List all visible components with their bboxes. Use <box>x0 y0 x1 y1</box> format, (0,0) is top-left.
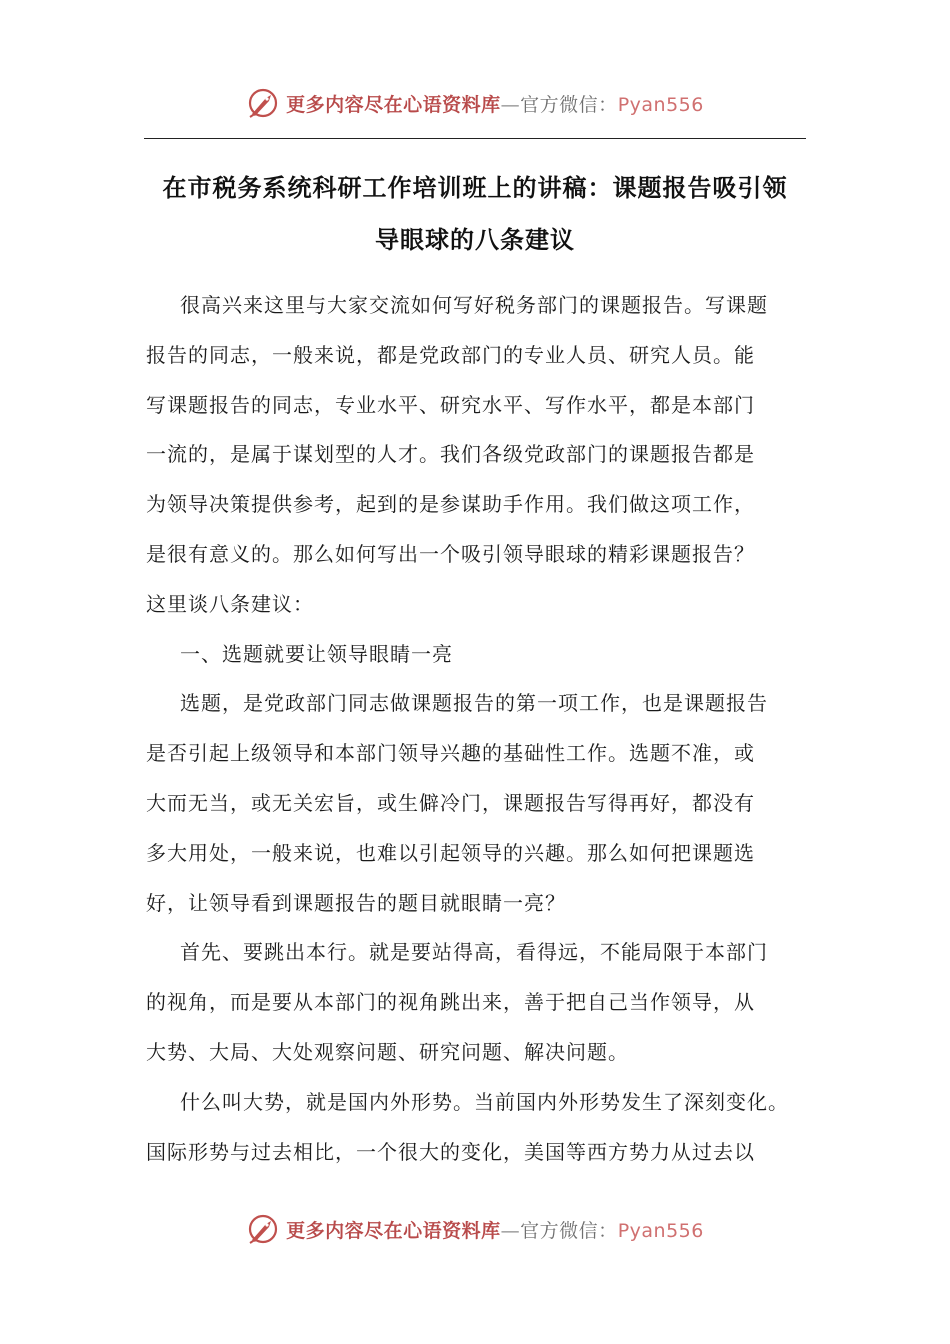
section-heading: 一、选题就要让领导眼睛一亮 <box>180 641 453 666</box>
body-line: 为领导决策提供参考，起到的是参谋助手作用。我们做这项工作， <box>146 492 755 517</box>
body-line: 选题，是党政部门同志做课题报告的第一项工作，也是课题报告 <box>180 691 768 716</box>
document-title <box>144 162 806 266</box>
body-line: 一流的，是属于谋划型的人才。我们各级党政部门的课题报告都是 <box>146 442 755 467</box>
body-line: 国际形势与过去相比，一个很大的变化，美国等西方势力从过去以 <box>146 1139 755 1164</box>
footer-banner-text <box>286 1216 704 1243</box>
body-line: 写课题报告的同志，专业水平、研究水平、写作水平，都是本部门 <box>146 392 755 417</box>
header-official-label: 官方微信： <box>520 93 618 116</box>
body-line: 很高兴来这里与大家交流如何写好税务部门的课题报告。写课题 <box>180 293 768 317</box>
title-line-2: 导眼球的八条建议 <box>375 226 575 254</box>
pen-nib-logo-icon <box>246 1212 280 1246</box>
footer-wechat-id: Pyan556 <box>617 1219 704 1242</box>
body-line: 多大用处，一般来说，也难以引起领导的兴趣。那么如何把课题选 <box>146 840 755 865</box>
body-line: 是否引起上级领导和本部门领导兴趣的基础性工作。选题不准，或 <box>146 741 755 766</box>
header-banner <box>0 86 950 120</box>
header-wechat-id: Pyan556 <box>617 93 704 116</box>
header-brand: 更多内容尽在心语资料库 <box>286 93 501 116</box>
body-line: 大势、大局、大处观察问题、研究问题、解决问题。 <box>146 1039 629 1064</box>
body-line: 的视角，而是要从本部门的视角跳出来，善于把自己当作领导，从 <box>146 990 755 1015</box>
footer-official-label: 官方微信： <box>520 1219 618 1242</box>
footer-banner <box>0 1212 950 1246</box>
header-banner-text <box>286 90 704 117</box>
body-line: 是很有意义的。那么如何写出一个吸引领导眼球的精彩课题报告？ <box>146 541 755 566</box>
body-line: 大而无当，或无关宏旨，或生僻冷门，课题报告写得再好，都没有 <box>146 790 755 815</box>
body-line: 这里谈八条建议： <box>146 591 314 616</box>
body-line: 什么叫大势，就是国内外形势。当前国内外形势发生了深刻变化。 <box>180 1089 789 1114</box>
body-line: 首先、要跳出本行。就是要站得高，看得远，不能局限于本部门 <box>180 940 768 965</box>
footer-separator: — <box>500 1219 521 1242</box>
body-line: 好，让领导看到课题报告的题目就眼睛一亮？ <box>146 890 566 915</box>
header-divider <box>144 138 806 139</box>
document-body <box>146 281 810 1177</box>
title-line-1: 在市税务系统科研工作培训班上的讲稿：课题报告吸引领 <box>162 174 788 202</box>
body-line: 报告的同志，一般来说，都是党政部门的专业人员、研究人员。能 <box>146 342 755 367</box>
header-separator: — <box>500 93 521 116</box>
pen-nib-logo-icon <box>246 86 280 120</box>
footer-brand: 更多内容尽在心语资料库 <box>286 1219 501 1242</box>
